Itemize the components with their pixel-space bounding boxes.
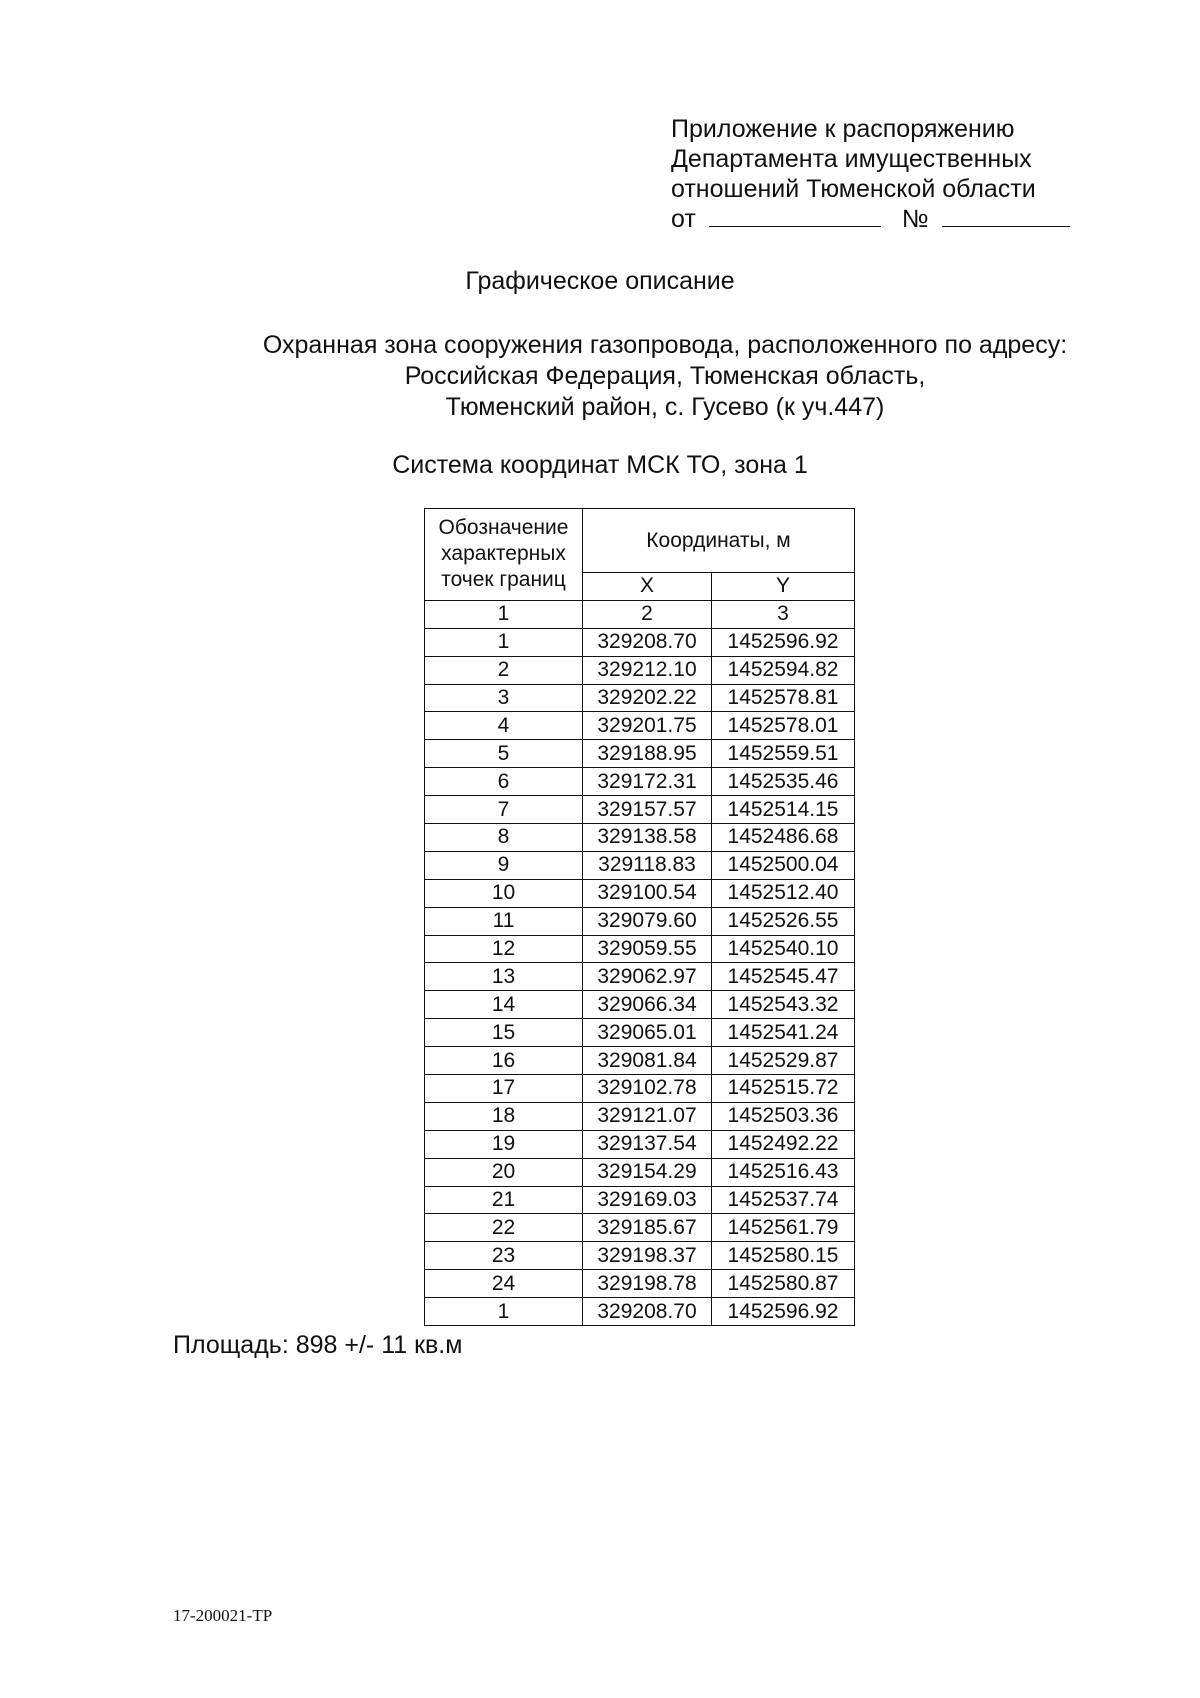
table-row	[425, 1270, 855, 1298]
y-coordinate-cell: 1452500.04	[712, 851, 855, 879]
y-coordinate-cell: 1452503.36	[712, 1102, 855, 1130]
table-row	[425, 628, 855, 656]
point-number-cell: 16	[425, 1047, 583, 1075]
appendix-line-1: Приложение к распоряжению	[671, 115, 1015, 143]
appendix-line-3: отношений Тюменской области	[671, 175, 1036, 203]
x-coordinate-cell: 329062.97	[583, 963, 712, 991]
y-coordinate-cell: 1452540.10	[712, 935, 855, 963]
table-header-row	[425, 509, 855, 573]
x-coordinate-cell: 329066.34	[583, 991, 712, 1019]
table-row	[425, 1075, 855, 1103]
y-coordinate-cell: 1452537.74	[712, 1186, 855, 1214]
from-label: от	[671, 205, 696, 233]
table-row	[425, 1242, 855, 1270]
x-coordinate-cell: 329157.57	[583, 796, 712, 824]
number-label: №	[901, 205, 929, 233]
subject-line-1: Охранная зона сооружения газопровода, расположенного по адресу:	[262, 331, 1068, 359]
point-number-cell: 22	[425, 1214, 583, 1242]
y-coordinate-cell: 1452515.72	[712, 1075, 855, 1103]
point-number-cell: 12	[425, 935, 583, 963]
coordinates-table	[424, 508, 855, 1326]
table-row	[425, 1130, 855, 1158]
table-row	[425, 1102, 855, 1130]
table-row	[425, 907, 855, 935]
y-coordinate-cell: 1452545.47	[712, 963, 855, 991]
y-coordinate-cell: 1452529.87	[712, 1047, 855, 1075]
y-coordinate-cell: 1452512.40	[712, 879, 855, 907]
x-coordinate-cell: 329208.70	[583, 628, 712, 656]
x-coordinate-cell: 329202.22	[583, 684, 712, 712]
x-coordinate-cell: 329100.54	[583, 879, 712, 907]
appendix-date-number-line	[671, 204, 1091, 234]
header-x: X	[583, 573, 712, 601]
point-number-cell: 3	[425, 684, 583, 712]
table-row	[425, 991, 855, 1019]
point-number-cell: 23	[425, 1242, 583, 1270]
document-title: Графическое описание	[465, 267, 735, 295]
table-row	[425, 1214, 855, 1242]
y-coordinate-cell: 1452535.46	[712, 768, 855, 796]
point-number-cell: 1	[425, 1298, 583, 1326]
table-row	[425, 740, 855, 768]
point-number-cell: 10	[425, 879, 583, 907]
date-blank	[709, 204, 881, 227]
table-row	[425, 824, 855, 852]
y-coordinate-cell: 1452596.92	[712, 1298, 855, 1326]
x-coordinate-cell: 329198.78	[583, 1270, 712, 1298]
point-number-cell: 9	[425, 851, 583, 879]
x-coordinate-cell: 329212.10	[583, 656, 712, 684]
coordinate-system: Система координат МСК ТО, зона 1	[392, 451, 808, 479]
point-number-cell: 4	[425, 712, 583, 740]
appendix-line-2: Департамента имущественных	[671, 145, 1032, 173]
y-coordinate-cell: 1452492.22	[712, 1130, 855, 1158]
x-coordinate-cell: 329137.54	[583, 1130, 712, 1158]
x-coordinate-cell: 329138.58	[583, 824, 712, 852]
point-number-cell: 1	[425, 628, 583, 656]
point-number-cell: 14	[425, 991, 583, 1019]
x-coordinate-cell: 329172.31	[583, 768, 712, 796]
y-coordinate-cell: 1452578.01	[712, 712, 855, 740]
point-number-cell: 11	[425, 907, 583, 935]
y-coordinate-cell: 1452516.43	[712, 1158, 855, 1186]
table-row	[425, 851, 855, 879]
point-number-cell: 20	[425, 1158, 583, 1186]
header-point-designation: Обозначение характерных точек границ	[425, 509, 583, 601]
table-column-numbers-row	[425, 600, 855, 628]
table-row	[425, 712, 855, 740]
x-coordinate-cell: 329188.95	[583, 740, 712, 768]
point-number-cell: 19	[425, 1130, 583, 1158]
table-row	[425, 935, 855, 963]
y-coordinate-cell: 1452580.87	[712, 1270, 855, 1298]
table-row	[425, 963, 855, 991]
point-number-cell: 18	[425, 1102, 583, 1130]
table-row	[425, 879, 855, 907]
y-coordinate-cell: 1452486.68	[712, 824, 855, 852]
point-number-cell: 15	[425, 1019, 583, 1047]
point-number-cell: 5	[425, 740, 583, 768]
x-coordinate-cell: 329121.07	[583, 1102, 712, 1130]
table-row	[425, 796, 855, 824]
x-coordinate-cell: 329059.55	[583, 935, 712, 963]
table-row	[425, 1186, 855, 1214]
y-coordinate-cell: 1452543.32	[712, 991, 855, 1019]
header-y: Y	[712, 573, 855, 601]
table-row	[425, 1298, 855, 1326]
table-row	[425, 1019, 855, 1047]
footer-code: 17-200021-TP	[173, 1606, 273, 1625]
x-coordinate-cell: 329102.78	[583, 1075, 712, 1103]
y-coordinate-cell: 1452594.82	[712, 656, 855, 684]
x-coordinate-cell: 329169.03	[583, 1186, 712, 1214]
y-coordinate-cell: 1452578.81	[712, 684, 855, 712]
point-number-cell: 13	[425, 963, 583, 991]
x-coordinate-cell: 329079.60	[583, 907, 712, 935]
y-coordinate-cell: 1452514.15	[712, 796, 855, 824]
x-coordinate-cell: 329065.01	[583, 1019, 712, 1047]
point-number-cell: 7	[425, 796, 583, 824]
x-coordinate-cell: 329118.83	[583, 851, 712, 879]
point-number-cell: 17	[425, 1075, 583, 1103]
y-coordinate-cell: 1452596.92	[712, 628, 855, 656]
point-number-cell: 21	[425, 1186, 583, 1214]
header-coordinates: Координаты, м	[583, 509, 855, 573]
area-text: Площадь: 898 +/- 11 кв.м	[173, 1331, 463, 1359]
x-coordinate-cell: 329201.75	[583, 712, 712, 740]
subject-line-2: Российская Федерация, Тюменская область,	[404, 362, 926, 390]
table-row	[425, 1158, 855, 1186]
column-number: 2	[583, 600, 712, 628]
appendix-block	[671, 114, 1091, 234]
column-number: 3	[712, 600, 855, 628]
y-coordinate-cell: 1452559.51	[712, 740, 855, 768]
table-row	[425, 1047, 855, 1075]
x-coordinate-cell: 329208.70	[583, 1298, 712, 1326]
y-coordinate-cell: 1452580.15	[712, 1242, 855, 1270]
subject-block	[170, 330, 1160, 423]
point-number-cell: 24	[425, 1270, 583, 1298]
point-number-cell: 6	[425, 768, 583, 796]
column-number: 1	[425, 600, 583, 628]
table-row	[425, 684, 855, 712]
x-coordinate-cell: 329185.67	[583, 1214, 712, 1242]
number-blank	[942, 204, 1070, 227]
y-coordinate-cell: 1452526.55	[712, 907, 855, 935]
point-number-cell: 8	[425, 824, 583, 852]
y-coordinate-cell: 1452541.24	[712, 1019, 855, 1047]
point-number-cell: 2	[425, 656, 583, 684]
x-coordinate-cell: 329081.84	[583, 1047, 712, 1075]
table-row	[425, 768, 855, 796]
subject-line-3: Тюменский район, с. Гусево (к уч.447)	[445, 393, 885, 421]
x-coordinate-cell: 329154.29	[583, 1158, 712, 1186]
x-coordinate-cell: 329198.37	[583, 1242, 712, 1270]
table-row	[425, 656, 855, 684]
y-coordinate-cell: 1452561.79	[712, 1214, 855, 1242]
